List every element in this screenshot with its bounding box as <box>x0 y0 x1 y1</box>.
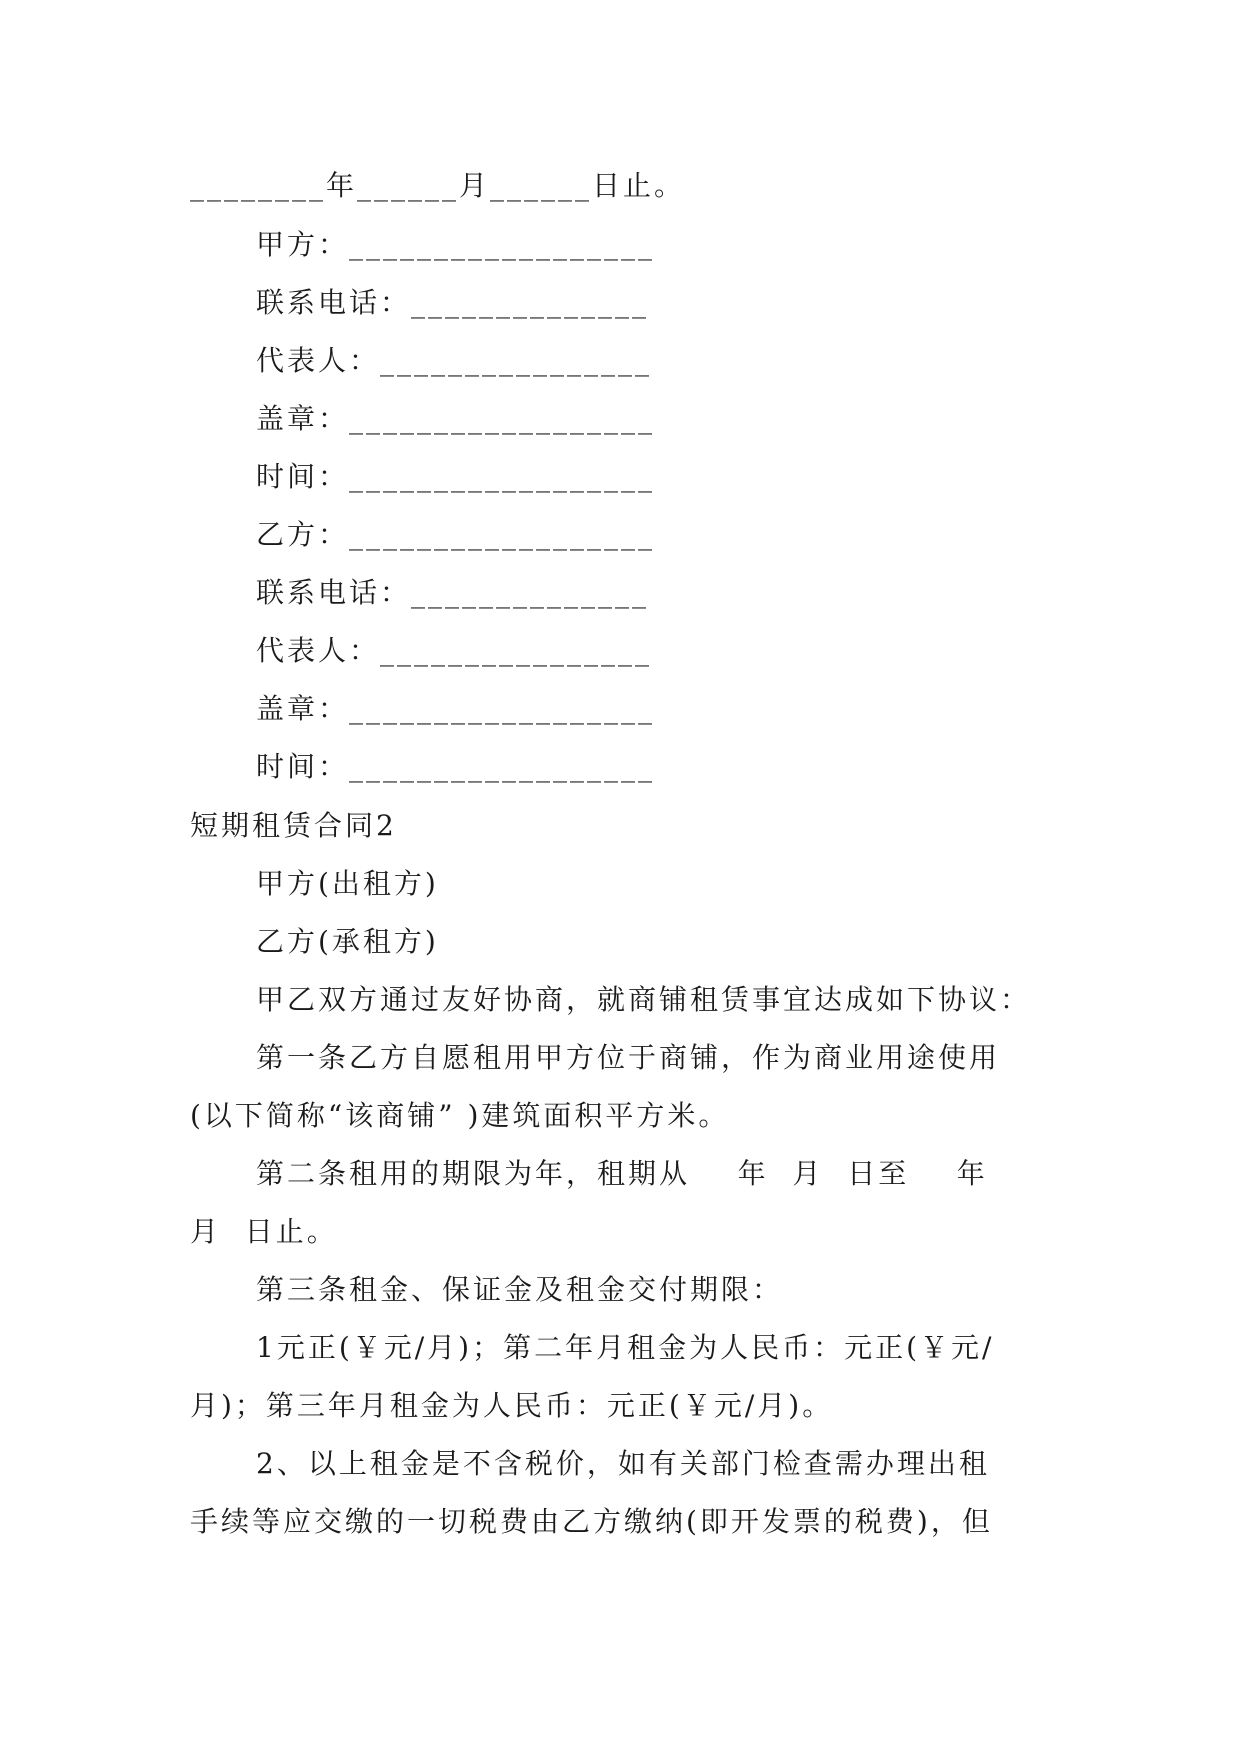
party-a-representative-field: 代表人：________________ <box>256 344 653 377</box>
lessee-label: 乙方(承租方) <box>256 925 439 958</box>
party-a-time-field: 时间：__________________ <box>256 460 656 493</box>
lessor-label: 甲方(出租方) <box>256 867 439 900</box>
party-b-seal-field: 盖章：__________________ <box>256 692 656 725</box>
clause-3-item-1-line-2: 月)；第三年月租金为人民币：元正(￥元/月)。 <box>190 1389 834 1422</box>
section-title: 短期租赁合同2 <box>190 809 397 842</box>
agreement-intro: 甲乙双方通过友好协商，就商铺租赁事宜达成如下协议： <box>256 983 1032 1016</box>
party-b-field: 乙方：__________________ <box>256 518 656 551</box>
party-b-representative-field: 代表人：________________ <box>256 634 653 667</box>
clause-1-line-2: (以下简称“该商铺” )建筑面积平方米。 <box>190 1099 730 1132</box>
clause-2-line-1: 第二条租用的期限为年，租期从 年 月 日至 年 <box>256 1157 988 1190</box>
party-a-phone-field: 联系电话：______________ <box>256 286 650 319</box>
party-a-field: 甲方：__________________ <box>256 228 656 261</box>
clause-3-item-1-line-1: 1元正(￥元/月)；第二年月租金为人民币：元正(￥元/ <box>256 1331 995 1364</box>
party-b-time-field: 时间：__________________ <box>256 750 656 783</box>
clause-3-item-2-line-1: 2、以上租金是不含税价，如有关部门检查需办理出租 <box>256 1447 990 1480</box>
clause-1-line-1: 第一条乙方自愿租用甲方位于商铺，作为商业用途使用 <box>256 1041 1001 1074</box>
clause-3-item-2-line-2: 手续等应交缴的一切税费由乙方缴纳(即开发票的税费)，但 <box>190 1505 993 1538</box>
clause-3-heading: 第三条租金、保证金及租金交付期限： <box>256 1273 784 1306</box>
party-b-phone-field: 联系电话：______________ <box>256 576 650 609</box>
clause-2-line-2: 月 日止。 <box>190 1215 338 1248</box>
end-date-line: ________年______月______日止。 <box>190 169 686 202</box>
party-a-seal-field: 盖章：__________________ <box>256 402 656 435</box>
